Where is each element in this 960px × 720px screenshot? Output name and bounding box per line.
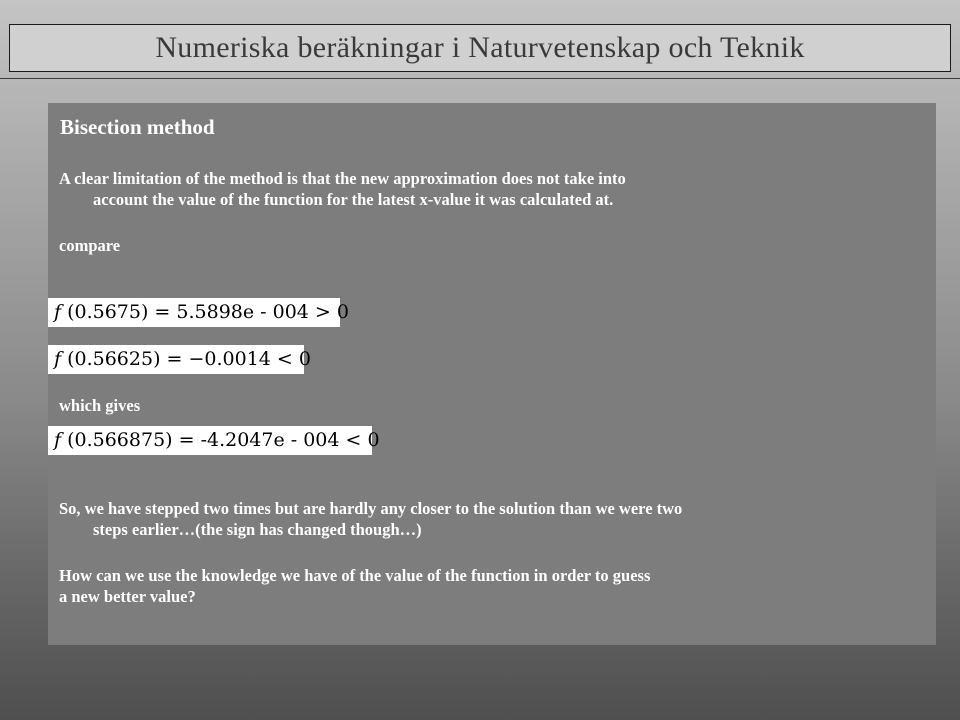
question-line-2: a new better value? (59, 587, 196, 606)
equation-function-symbol: f (54, 429, 62, 451)
limitation-line-1: A clear limitation of the method is that the new approximation does not take into (59, 169, 626, 188)
slide-heading: Bisection method (60, 115, 215, 139)
equation-body: (0.566875) = -4.2047e - 004 < 0 (61, 429, 380, 451)
equation-function-symbol: f (54, 301, 62, 323)
slide-deck-title: Numeriska beräkningar i Naturvetenskap och Teknik (155, 31, 805, 64)
equation-f-0-5675 (48, 298, 349, 327)
question-paragraph (59, 565, 650, 607)
equation-body: (0.5675) = 5.5898e - 004 > 0 (61, 301, 349, 323)
question-line-1: How can we use the knowledge we have of the value of the function in order to guess (59, 566, 651, 585)
stepped-line-2: steps earlier…(the sign has changed though…) (93, 520, 422, 539)
limitation-paragraph (59, 168, 626, 210)
which-gives-label: which gives (59, 396, 141, 415)
equation-body: (0.56625) = −0.0014 < 0 (61, 348, 311, 370)
equation-function-symbol: f (54, 348, 62, 370)
stepped-paragraph (59, 498, 682, 540)
title-divider (0, 78, 960, 79)
equation-f-0-566875 (48, 426, 380, 455)
equation-f-0-56625 (48, 345, 311, 374)
limitation-line-2: account the value of the function for the latest x-value it was calculated at. (93, 190, 614, 209)
content-panel (48, 103, 936, 645)
title-bar (9, 24, 951, 72)
compare-label: compare (59, 236, 121, 255)
stepped-line-1: So, we have stepped two times but are hardly any closer to the solution than we were two (59, 499, 683, 518)
